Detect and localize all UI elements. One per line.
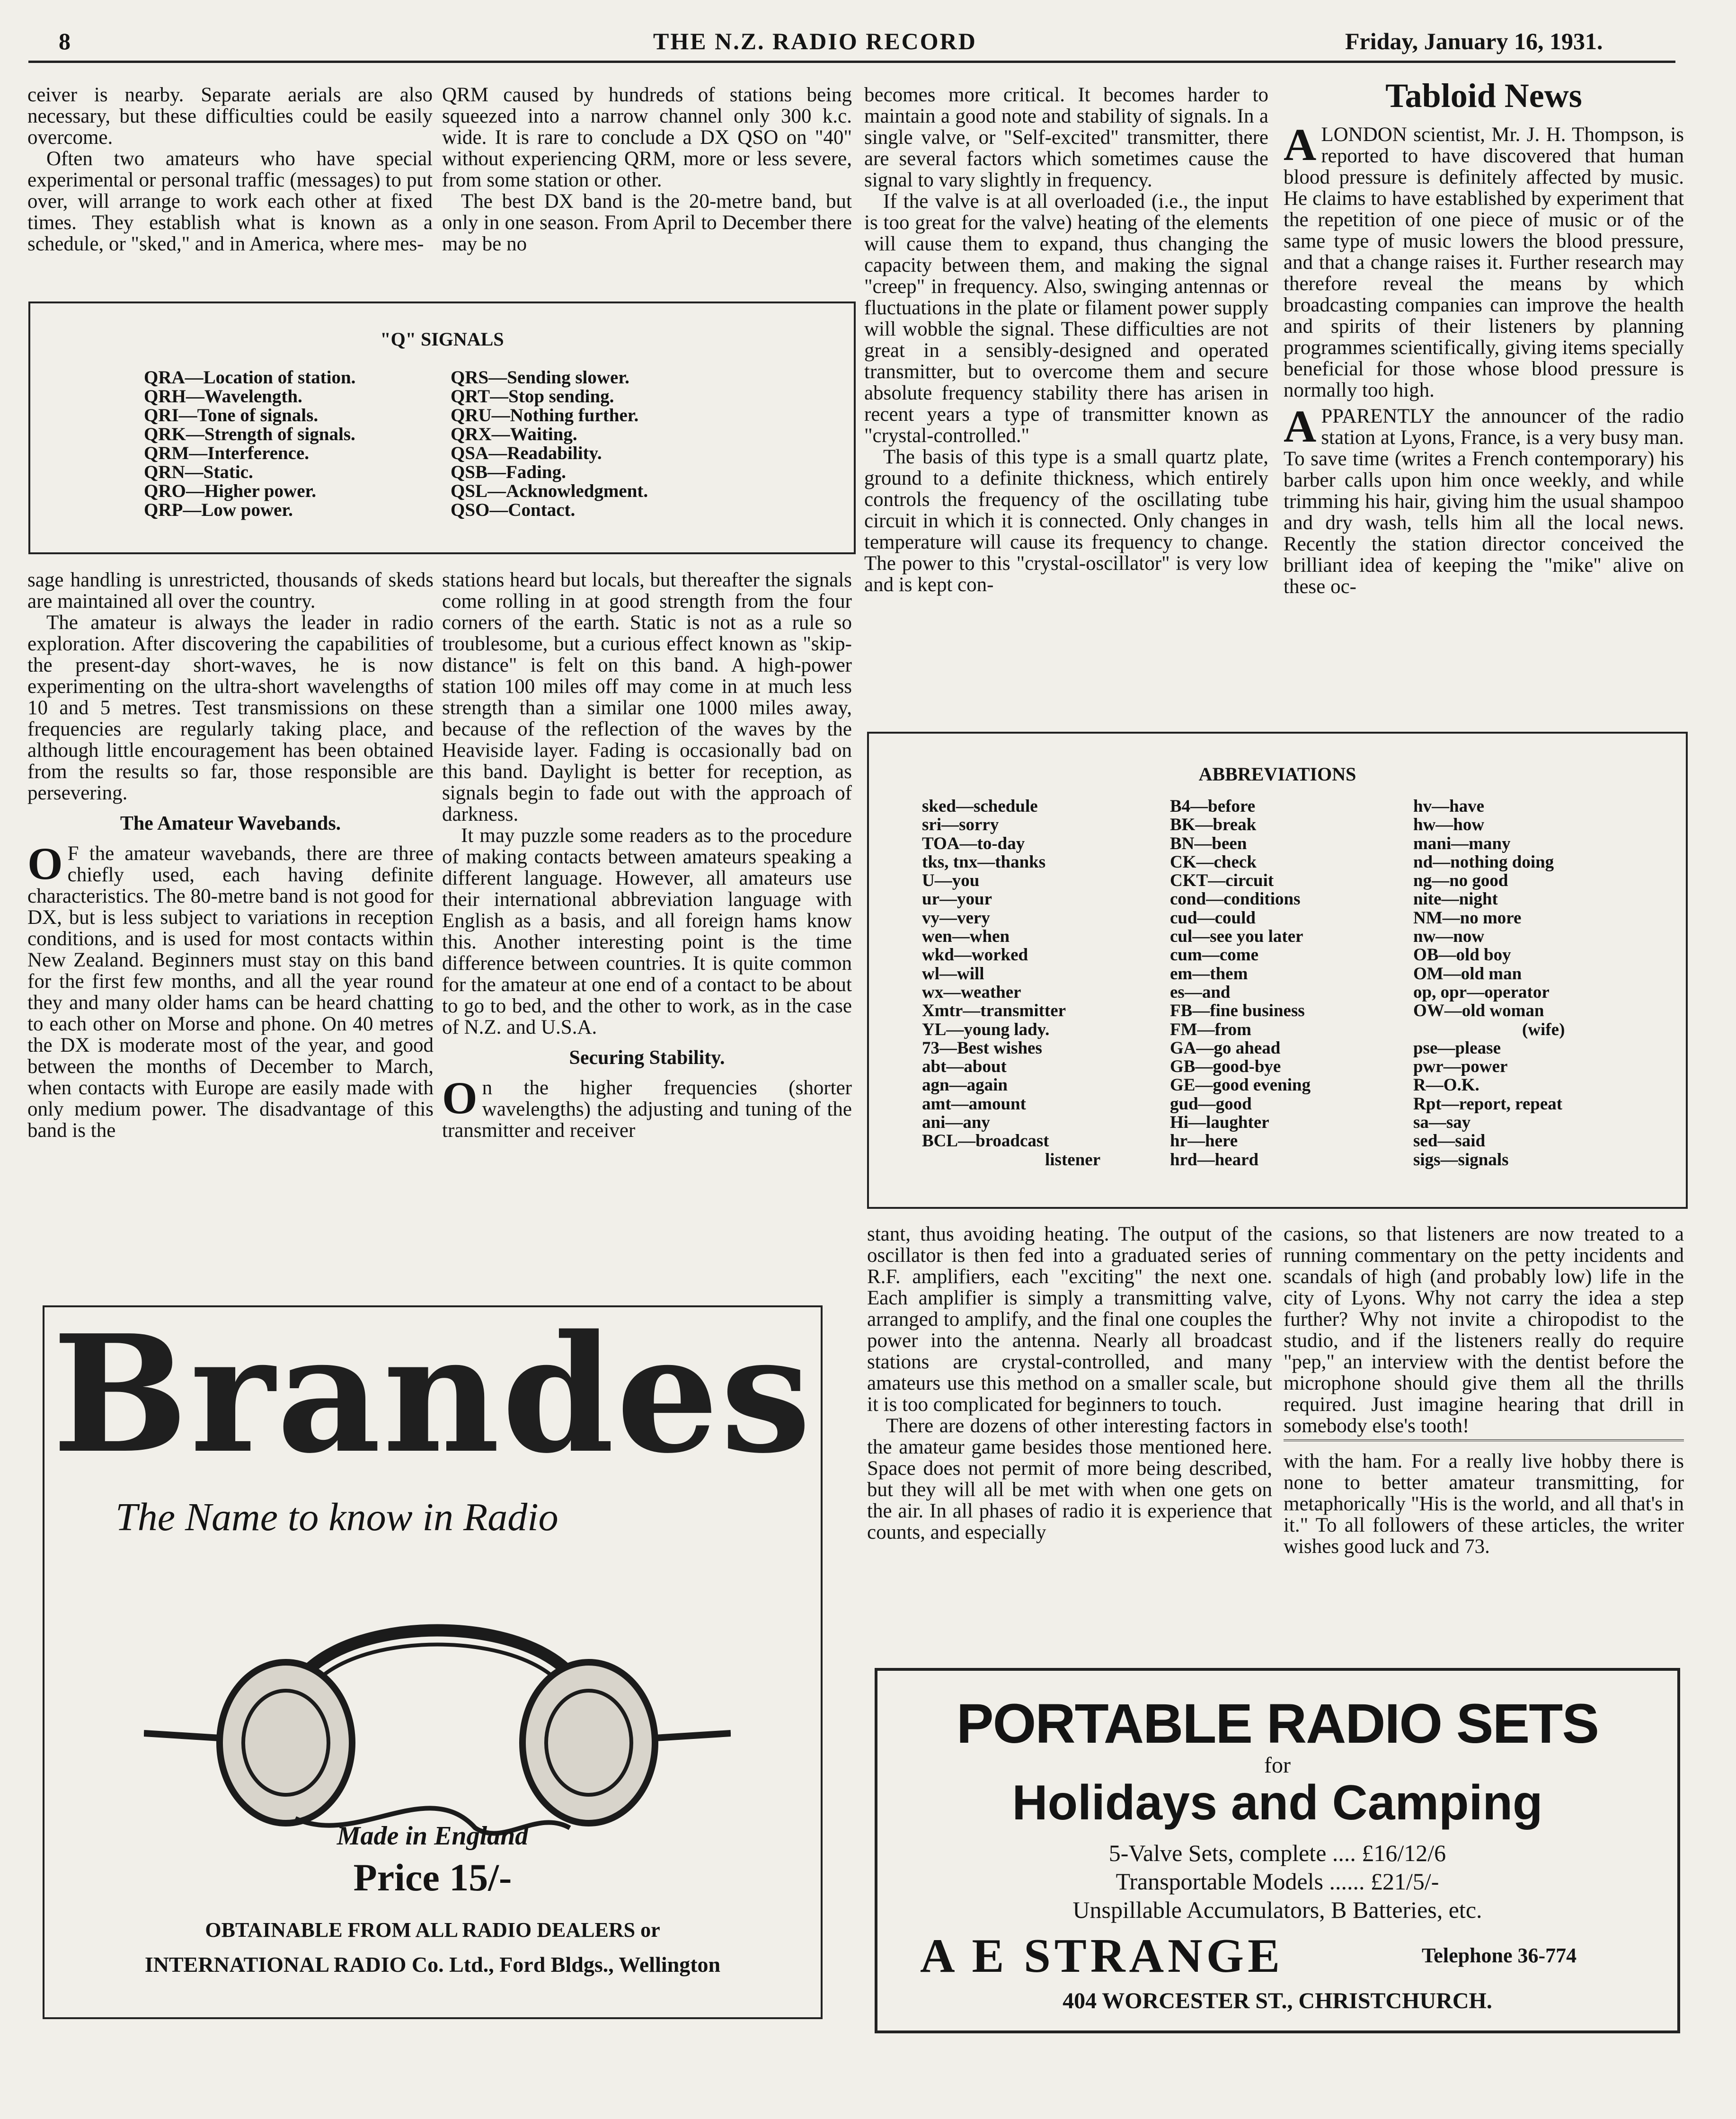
abbreviation-item: NM—no more — [1413, 908, 1522, 928]
abbreviation-item: TOA—to-day — [922, 833, 1025, 853]
abbreviation-item: cum—come — [1170, 945, 1258, 965]
abbreviation-item: Rpt—report, repeat — [1413, 1094, 1563, 1114]
issue-date: Friday, January 16, 1931. — [1345, 28, 1603, 54]
ad-headline: PORTABLE RADIO SETS — [956, 1693, 1599, 1755]
ad-accessories-line: Unspillable Accumulators, B Batteries, etc. — [1072, 1897, 1482, 1923]
drop-cap: A — [1284, 401, 1317, 452]
abbreviation-item: hrd—heard — [1170, 1150, 1259, 1170]
paragraph — [1284, 119, 1684, 401]
paragraph — [1284, 401, 1684, 598]
article-column-2-top — [442, 84, 852, 255]
abbreviation-item: 73—Best wishes — [922, 1038, 1042, 1058]
ad-price-line-1: 5-Valve Sets, complete .... £16/12/6 — [1108, 1840, 1446, 1866]
abbreviation-item: amt—amount — [922, 1094, 1026, 1114]
article-column-4-bottom — [1284, 1224, 1684, 1557]
abbreviation-item: nd—nothing doing — [1413, 852, 1554, 872]
paragraph: with the ham. For a really live hobby there is none to better amateur transmitting, for metaphorically "His is the world, and all that's in it." To all followers of these articles, the writer wishes good luck and 73. — [1284, 1450, 1684, 1558]
drop-cap: O — [27, 838, 63, 889]
abbreviation-item: CKT—circuit — [1170, 871, 1274, 891]
brandes-advertisement — [43, 1300, 823, 2019]
q-signal-item: QRA—Location of station. — [144, 367, 356, 388]
abbreviation-item: CK—check — [1170, 852, 1257, 872]
abbreviation-item: BN—been — [1170, 833, 1247, 853]
abbreviation-item: es—and — [1170, 982, 1231, 1002]
abbreviation-item: GE—good evening — [1170, 1075, 1311, 1095]
abbreviation-item: mani—many — [1413, 833, 1511, 853]
abbreviation-item: hv—have — [1413, 797, 1485, 816]
company-text: INTERNATIONAL RADIO Co. Ltd., Ford Bldgs., Wellington — [144, 1952, 721, 1977]
paragraph: casions, so that listeners are now treated to a running commentary on the petty incidents and scandals of high (and probably low) life in the city of Lyons. Why not carry the idea a step further? Why not invite a chiropodist to the studio, and if the listeners really do require "pep," an interview with the dentist before the microphone should give them all the thrills required. Just imagine hearing that drill in somebody else's tooth! — [1284, 1223, 1684, 1437]
q-signal-item: QRN—Static. — [144, 462, 253, 482]
q-signals-title: "Q" SIGNALS — [380, 328, 504, 350]
headphones-illustration — [144, 1563, 731, 1837]
q-signal-item: QSO—Contact. — [451, 500, 576, 520]
obtainable-text: OBTAINABLE FROM ALL RADIO DEALERS or — [205, 1918, 660, 1942]
abbreviation-item: sigs—signals — [1413, 1150, 1509, 1170]
paragraph: The basis of this type is a small quartz plate, ground to a definite thickness, which entirely controls the frequency of the oscillating tube circuit in which it is connected. Only changes in temperature will cause its frequency to change. The power to this "crystal-oscillator" is very low and is kept con- — [864, 446, 1268, 596]
abbreviation-item: R—O.K. — [1413, 1075, 1479, 1095]
abbreviation-item: OW—old woman — [1413, 1001, 1544, 1021]
q-signal-item: QRO—Higher power. — [144, 481, 317, 501]
abbreviation-item: Hi—laughter — [1170, 1113, 1269, 1133]
abbreviation-item: abt—about — [922, 1057, 1007, 1077]
article-column-3-bottom — [867, 1224, 1272, 1543]
abbreviation-item: ng—no good — [1413, 871, 1508, 891]
abbreviation-item: BCL—broadcast — [922, 1131, 1049, 1151]
abbreviation-item: FB—fine business — [1170, 1001, 1305, 1021]
abbreviation-item: GB—good-bye — [1170, 1057, 1281, 1077]
tabloid-news-title: Tabloid News — [1385, 77, 1582, 115]
ad-for: for — [1264, 1753, 1291, 1778]
abbreviation-item: nw—now — [1413, 927, 1485, 947]
ad-subheadline: Holidays and Camping — [1012, 1775, 1543, 1830]
abbreviation-item: cul—see you later — [1170, 927, 1303, 947]
abbreviation-item: (wife) — [1522, 1020, 1565, 1039]
q-signal-item: QRT—Stop sending. — [451, 386, 614, 407]
abbreviations-box — [867, 732, 1688, 1209]
abbreviation-item: BK—break — [1170, 815, 1257, 835]
abbreviations-list-2 — [1170, 797, 1416, 1169]
abbreviation-item: YL—young lady. — [922, 1020, 1050, 1039]
abbreviation-item: wx—weather — [922, 982, 1021, 1002]
paragraph-text: LONDON scientist, Mr. J. H. Thompson, is reported to have discovered that human blood pressure is definitely affected by music. He claims to have established by experiment that the repetition of one piece of music or of the same type of music lowers the blood pressure, and that a change raises it. Further research may therefore reveal the means by which broadcasting companies can improve the health and spirits of their listeners by planning programmes scientifically, giving items specially beneficial for those whose blood pressure is normally too high. — [1284, 124, 1684, 401]
q-signals-right-list — [451, 368, 758, 520]
abbreviation-item: sked—schedule — [922, 797, 1038, 816]
abbreviation-item: wl—will — [922, 964, 984, 984]
tabloid-news-column — [1284, 76, 1684, 597]
paragraph: There are dozens of other interesting factors in the amateur game besides those mentioned here. Space does not permit of more being described, but they will all be met with when one gets on the air. In all phases of radio it is experience that counts, and especially — [867, 1415, 1272, 1543]
made-in-text: Made in England — [337, 1821, 529, 1851]
paragraph — [442, 1073, 852, 1142]
header-rule — [28, 61, 1675, 63]
price-text: Price 15/- — [353, 1856, 512, 1899]
abbreviation-item: GA—go ahead — [1170, 1038, 1281, 1058]
paragraph-text: n the higher frequencies (shorter wavelengths) the adjusting and tuning of the transmitter and receiver — [442, 1077, 852, 1142]
abbreviation-item: cud—could — [1170, 908, 1256, 928]
paragraph: The amateur is always the leader in radio exploration. After discovering the capabilities of the present-day short-waves, he is now experimenting on the ultra-short wavelengths of 10 and 5 metres. Test transmissions on these frequencies are regularly taking place, and although little encouragement has been obtained from the results so far, those responsible are persevering. — [27, 612, 434, 804]
article-column-2-middle — [442, 569, 852, 1141]
abbreviation-item: sed—said — [1413, 1131, 1486, 1151]
paragraph: stations heard but locals, but thereafter the signals come rolling in at good strength from the four corners of the earth. Static is not as a rule so troublesome, but a curious effect known as "skip-distance" is felt on this band. A high-power station 100 miles off may come in at much less strength than a similar one 1000 miles away, because of the reflection of the waves by the Heaviside layer. Fading is occasionally bad on this band. Daylight is better for reception, as signals begin to fade out with the approach of darkness. — [442, 569, 852, 825]
abbreviation-item: listener — [1045, 1150, 1101, 1170]
article-column-1-middle — [27, 569, 434, 1141]
abbreviation-item: OM—old man — [1413, 964, 1522, 984]
ad-address: 404 WORCESTER ST., CHRISTCHURCH. — [1063, 1988, 1492, 2013]
abbreviation-item: Xmtr—transmitter — [922, 1001, 1066, 1021]
q-signal-item: QSL—Acknowledgment. — [451, 481, 648, 501]
q-signal-item: QSA—Readability. — [451, 443, 602, 463]
portable-radio-advertisement — [875, 1668, 1680, 2033]
paragraph: If the valve is at all overloaded (i.e., the input is too great for the valve) heating of the elements will cause them to expand, thus changing the capacity between them, and making the signal "creep" in frequency. Also, swinging antennas or fluctuations in the plate or filament power supply will wobble the signal. These difficulties are not great in a sensibly-designed and operated transmitter, but to overcome them and secure absolute frequency stability there has arisen in recent years a type of transmitter known as "crystal-controlled." — [864, 190, 1268, 447]
paragraph-text: PPARENTLY the announcer of the radio station at Lyons, France, is a very busy man. To save time (writes a French contemporary) his barber calls upon him once weekly, and while trimming his hair, giving him the usual shampoo and dry wash, tells him all the local news. Recently the station director conceived the brilliant idea of keeping the "mike" alive on these oc- — [1284, 405, 1684, 598]
drop-cap: O — [442, 1073, 478, 1123]
q-signals-left-list — [144, 368, 452, 520]
q-signal-item: QRP—Low power. — [144, 500, 293, 520]
q-signal-item: QRI—Tone of signals. — [144, 405, 319, 426]
abbreviation-item: sri—sorry — [922, 815, 999, 835]
section-heading: Securing Stability. — [569, 1047, 725, 1069]
abbreviation-item: ur—your — [922, 889, 992, 909]
paragraph: QRM caused by hundreds of stations being squeezed into a narrow channel only 300 k.c. wide. It is rare to conclude a DX QSO on "40" without experiencing QRM, more or less severe, from some station or other. — [442, 84, 852, 191]
brand-tagline: The Name to know in Radio — [115, 1495, 558, 1539]
abbreviation-item: nite—night — [1413, 889, 1498, 909]
abbreviation-item: pwr—power — [1413, 1057, 1508, 1077]
paragraph — [27, 838, 434, 1142]
abbreviation-item: FM—from — [1170, 1020, 1251, 1039]
wavy-divider — [1284, 1439, 1684, 1448]
paragraph: stant, thus avoiding heating. The output of the oscillator is then fed into a graduated series of R.F. amplifiers, each "exciting" the next one. Each amplifier is simply a transmitting valve, arranged to amplify, and the final one couples the power into the antenna. Nearly all broadcast stations are crystal-controlled, and many amateurs use this method on a smaller scale, but it is too complicated for beginners to touch. — [867, 1223, 1272, 1416]
abbreviations-title: ABBREVIATIONS — [1198, 763, 1356, 785]
abbreviation-item: pse—please — [1413, 1038, 1501, 1058]
abbreviation-item: hw—how — [1413, 815, 1485, 835]
paragraph: It may puzzle some readers as to the procedure of making contacts between amateurs speaking a different language. However, all amateurs use their international abbreviation language with English as a basis, and all foreign hams know this. Another interesting point is the time difference between countries. It is quite common for the amateur at one end of a contact to be about to go to bed, and the other to work, as in the case of N.Z. and U.S.A. — [442, 825, 852, 1038]
q-signal-item: QRK—Strength of signals. — [144, 424, 355, 444]
abbreviation-item: gud—good — [1170, 1094, 1252, 1114]
abbreviation-item: ani—any — [922, 1113, 990, 1133]
q-signal-item: QRH—Wavelength. — [144, 386, 302, 407]
abbreviation-item: wen—when — [922, 927, 1010, 947]
abbreviations-list-1 — [922, 797, 1168, 1169]
abbreviation-item: tks, tnx—thanks — [922, 852, 1046, 872]
abbreviation-item: OB—old boy — [1413, 945, 1511, 965]
paragraph-text: F the amateur wavebands, there are three chiefly used, each having definite characteristics. The 80-metre band is not good for DX, but is less subject to variations in reception conditions, and is used for most contacts within New Zealand. Beginners must stay on this band for the first few months, and all the year round they and many older hams can be heard chatting to each other on Morse and phone. On 40 metres the DX is moderate most of the year, and good between the months of December to March, when contacts with Europe are easily made with only medium power. The disadvantage of this band is the — [27, 842, 434, 1142]
paragraph: Often two amateurs who have special experimental or personal traffic (messages) to put over, will arrange to work each other at fixed times. They establish what is known as a schedule, or "sked," and in America, where mes- — [27, 148, 433, 255]
ad-telephone: Telephone 36-774 — [1422, 1944, 1577, 1967]
masthead-title: THE N.Z. RADIO RECORD — [653, 28, 977, 54]
brand-wordmark: Brandes — [52, 1300, 813, 1489]
q-signal-item: QSB—Fading. — [451, 462, 566, 482]
paragraph: The best DX band is the 20-metre band, but only in one season. From April to December there may be no — [442, 190, 852, 255]
abbreviation-item: cond—conditions — [1170, 889, 1301, 909]
paragraph: sage handling is unrestricted, thousands of skeds are maintained all over the country. — [27, 569, 434, 612]
ad-company-name: A E STRANGE — [920, 1929, 1284, 1983]
abbreviation-item: agn—again — [922, 1075, 1008, 1095]
ad-price-line-2: Transportable Models ...... £21/5/- — [1116, 1868, 1439, 1895]
q-signal-item: QRX—Waiting. — [451, 424, 577, 444]
abbreviation-item: vy—very — [922, 908, 990, 928]
abbreviations-list-3 — [1413, 797, 1678, 1169]
q-signal-item: QRU—Nothing further. — [451, 405, 639, 426]
abbreviation-item: sa—say — [1413, 1113, 1471, 1133]
q-signal-item: QRS—Sending slower. — [451, 367, 629, 388]
paragraph: becomes more critical. It becomes harder to maintain a good note and stability of signals. In a single valve, or "Self-excited" transmitter, there are several factors which sometimes cause the signal to vary slightly in frequency. — [864, 84, 1268, 191]
article-column-3-top — [864, 84, 1268, 595]
paragraph: ceiver is nearby. Separate aerials are also necessary, but these difficulties could be easily overcome. — [27, 84, 433, 149]
page-number: 8 — [59, 28, 71, 54]
q-signal-item: QRM—Interference. — [144, 443, 310, 463]
abbreviation-item: U—you — [922, 871, 980, 891]
section-heading: The Amateur Wavebands. — [120, 813, 341, 834]
drop-cap: A — [1284, 119, 1317, 170]
abbreviation-item: B4—before — [1170, 797, 1256, 816]
abbreviation-item: op, opr—operator — [1413, 982, 1550, 1002]
abbreviation-item: em—them — [1170, 964, 1248, 984]
q-signals-box — [28, 301, 856, 554]
abbreviation-item: hr—here — [1170, 1131, 1238, 1151]
abbreviation-item: wkd—worked — [922, 945, 1028, 965]
article-column-1-top — [27, 84, 433, 255]
